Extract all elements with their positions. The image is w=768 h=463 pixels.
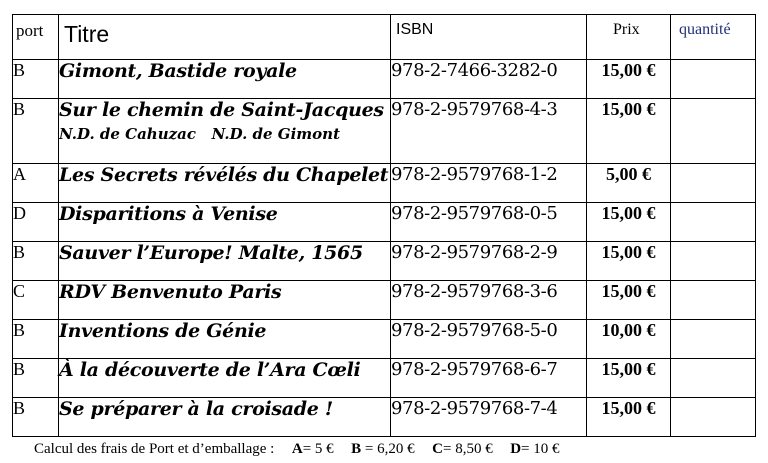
table-row	[13, 203, 756, 242]
rate-code: C	[432, 441, 443, 457]
header-isbn: ISBN	[391, 15, 587, 60]
quantity-cell[interactable]	[671, 60, 756, 99]
port-cell: B	[13, 99, 59, 164]
header-prix: Prix	[587, 15, 671, 60]
rate-code: B	[351, 441, 362, 457]
isbn-cell: 978-2-9579768-7-4	[391, 398, 587, 437]
header-port: port	[13, 15, 59, 60]
table-row	[13, 60, 756, 99]
prix-cell: 15,00 €	[587, 242, 671, 281]
prix-cell: 15,00 €	[587, 359, 671, 398]
prix-cell: 10,00 €	[587, 320, 671, 359]
title-cell	[59, 99, 391, 164]
rate-code: A	[291, 441, 303, 457]
isbn-cell: 978-2-9579768-5-0	[391, 320, 587, 359]
shipping-rates-note	[34, 441, 560, 458]
prix-cell: 15,00 €	[587, 60, 671, 99]
quantity-cell[interactable]	[671, 320, 756, 359]
isbn-cell: 978-2-7466-3282-0	[391, 60, 587, 99]
table-header-row	[13, 15, 756, 60]
title-cell: Sauver l’Europe! Malte, 1565	[59, 242, 391, 281]
quantity-cell[interactable]	[671, 164, 756, 203]
quantity-cell[interactable]	[671, 281, 756, 320]
title-cell: Disparitions à Venise	[59, 203, 391, 242]
port-cell: B	[13, 60, 59, 99]
quantity-cell[interactable]	[671, 242, 756, 281]
rate-value: = 6,20 €	[361, 441, 415, 457]
rate-value: = 10 €	[521, 441, 560, 457]
quantity-cell[interactable]	[671, 398, 756, 437]
prix-cell: 15,00 €	[587, 99, 671, 164]
rate-code: D	[510, 441, 522, 457]
table-row	[13, 359, 756, 398]
isbn-cell: 978-2-9579768-1-2	[391, 164, 587, 203]
port-cell: B	[13, 359, 59, 398]
port-cell: B	[13, 242, 59, 281]
isbn-cell: 978-2-9579768-6-7	[391, 359, 587, 398]
port-cell: B	[13, 320, 59, 359]
prix-cell: 15,00 €	[587, 398, 671, 437]
title-cell: Gimont, Bastide royale	[59, 60, 391, 99]
prix-cell: 5,00 €	[587, 164, 671, 203]
isbn-cell: 978-2-9579768-3-6	[391, 281, 587, 320]
port-cell: B	[13, 398, 59, 437]
table-row	[13, 320, 756, 359]
table-row	[13, 281, 756, 320]
isbn-cell: 978-2-9579768-2-9	[391, 242, 587, 281]
table-row	[13, 398, 756, 437]
shipping-label: Calcul des frais de Port et d’emballage :	[34, 441, 275, 457]
table-row	[13, 99, 756, 164]
header-quantite: quantité	[671, 15, 756, 60]
isbn-cell: 978-2-9579768-0-5	[391, 203, 587, 242]
quantity-cell[interactable]	[671, 203, 756, 242]
book-order-table	[12, 14, 756, 437]
quantity-cell[interactable]	[671, 359, 756, 398]
rate-value: = 8,50 €	[442, 441, 493, 457]
table-row	[13, 242, 756, 281]
title-cell: RDV Benvenuto Paris	[59, 281, 391, 320]
title-cell: À la découverte de l’Ara Cœli	[59, 359, 391, 398]
isbn-cell: 978-2-9579768-4-3	[391, 99, 587, 164]
rate-value: = 5 €	[302, 441, 334, 457]
subtitle-text: N.D. de Cahuzac N.D. de Gimont	[59, 125, 341, 143]
title-cell: Se préparer à la croisade !	[59, 398, 391, 437]
table-row	[13, 164, 756, 203]
title-cell: Inventions de Génie	[59, 320, 391, 359]
prix-cell: 15,00 €	[587, 203, 671, 242]
title-cell: Les Secrets révélés du Chapelet	[59, 164, 391, 203]
port-cell: D	[13, 203, 59, 242]
port-cell: A	[13, 164, 59, 203]
quantity-cell[interactable]	[671, 99, 756, 164]
port-cell: C	[13, 281, 59, 320]
title-text: Sur le chemin de Saint-Jacques	[59, 99, 384, 121]
prix-cell: 15,00 €	[587, 281, 671, 320]
header-title: Titre	[59, 15, 391, 60]
